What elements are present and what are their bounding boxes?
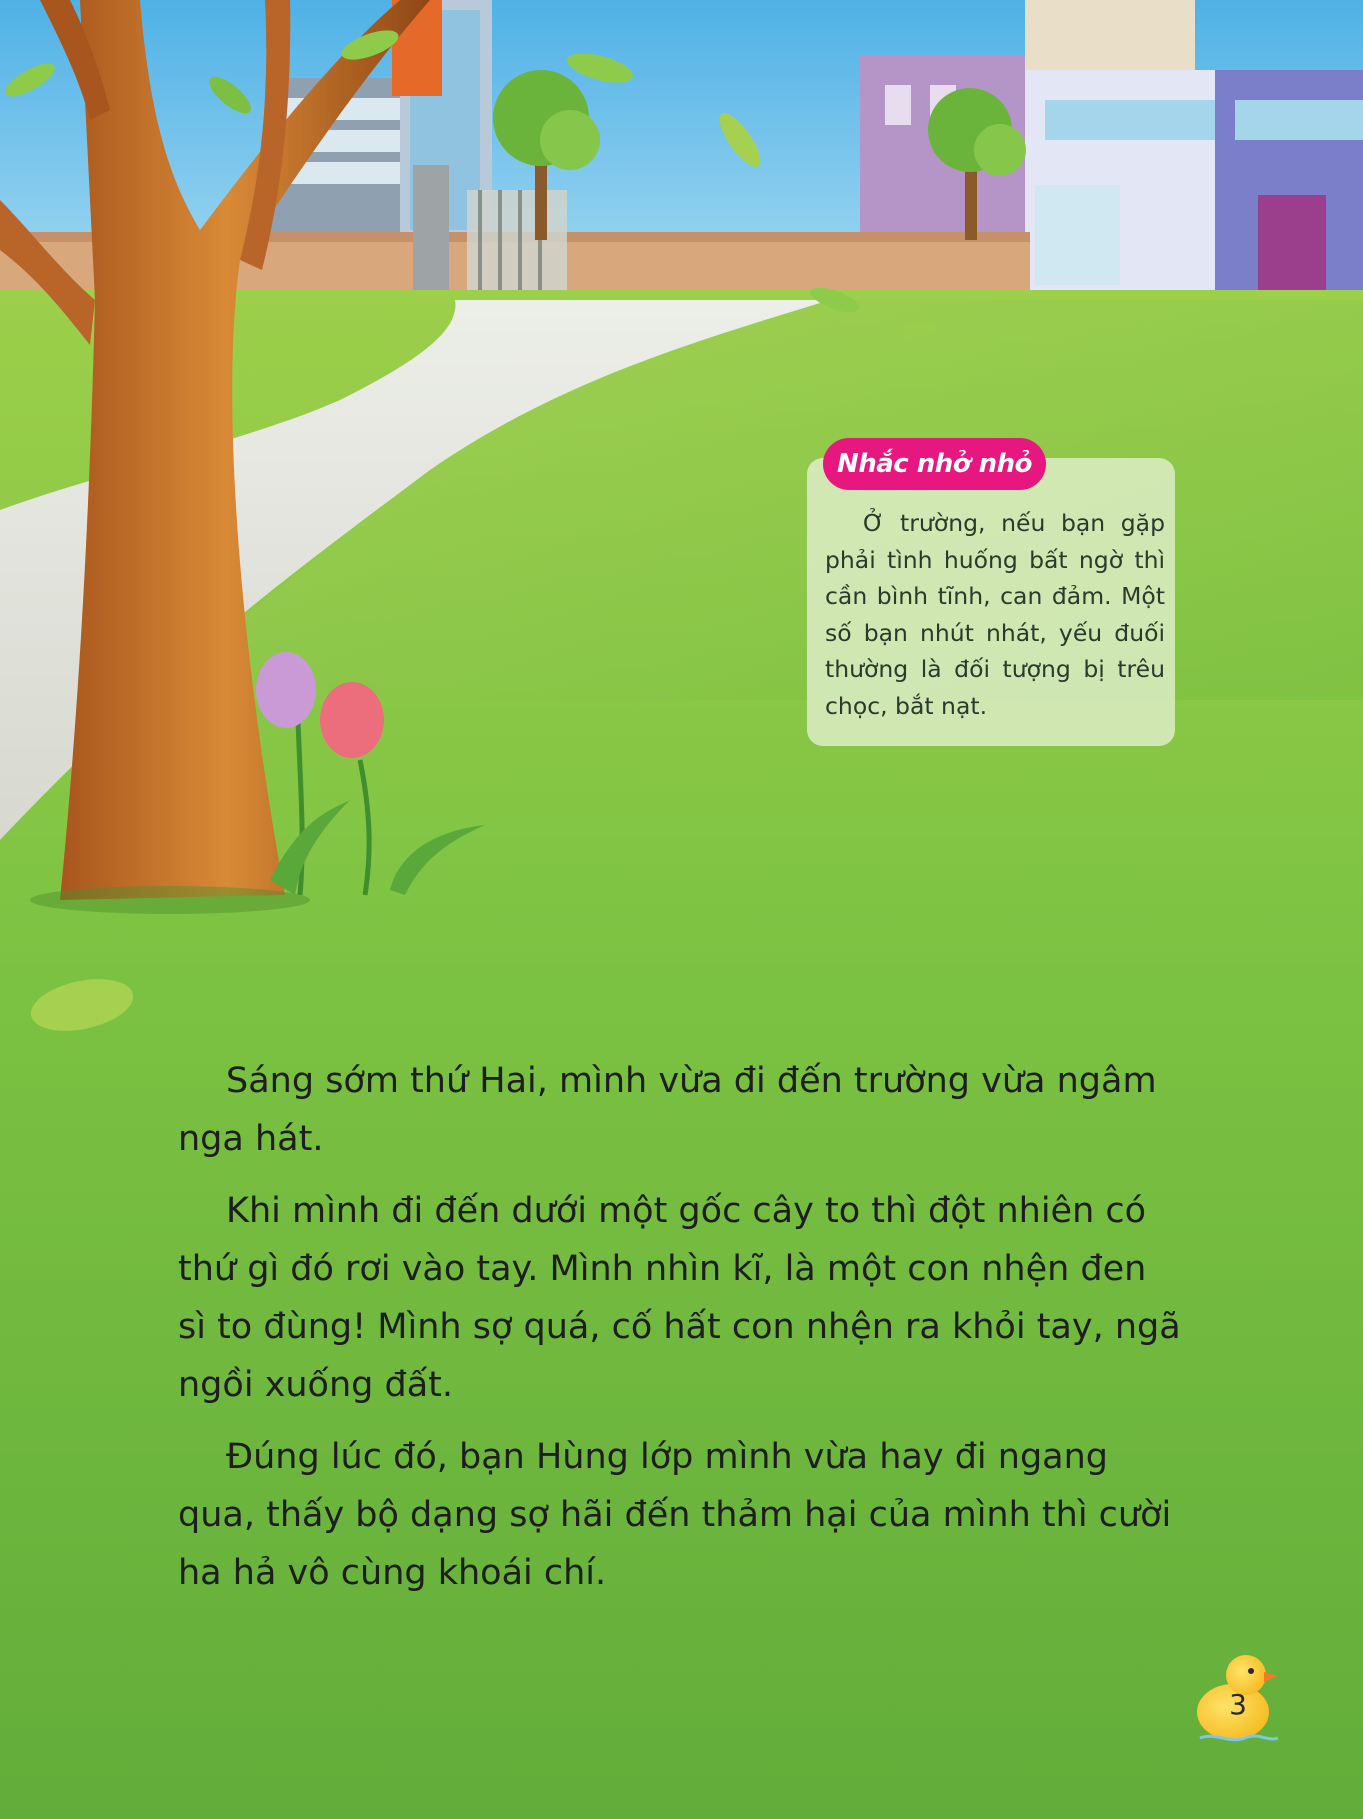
reminder-text: Ở trường, nếu bạn gặp phải tình huống bất ngờ thì cần bình tĩnh, can đảm. Một số bạn nhút nhát, yếu đuối thường là đối tượng bị trêu chọc, bắt nạt.	[825, 509, 1165, 720]
reminder-title: Nhắc nhở nhỏ	[823, 438, 1046, 490]
story-text	[178, 1052, 1183, 1616]
story-paragraph: Sáng sớm thứ Hai, mình vừa đi đến trường vừa ngâm nga hát.	[178, 1061, 1157, 1159]
story-paragraph: Khi mình đi đến dưới một gốc cây to thì đột nhiên có thứ gì đó rơi vào tay. Mình nhìn kĩ, là một con nhện đen sì to đùng! Mình sợ quá, cố hất con nhện ra khỏi tay, ngã ngồi xuống đất.	[178, 1191, 1181, 1405]
story-paragraph: Đúng lúc đó, bạn Hùng lớp mình vừa hay đi ngang qua, thấy bộ dạng sợ hãi đến thảm hại của mình thì cười ha hả vô cùng khoái chí.	[178, 1437, 1172, 1593]
page-number: 3	[1229, 1688, 1247, 1721]
